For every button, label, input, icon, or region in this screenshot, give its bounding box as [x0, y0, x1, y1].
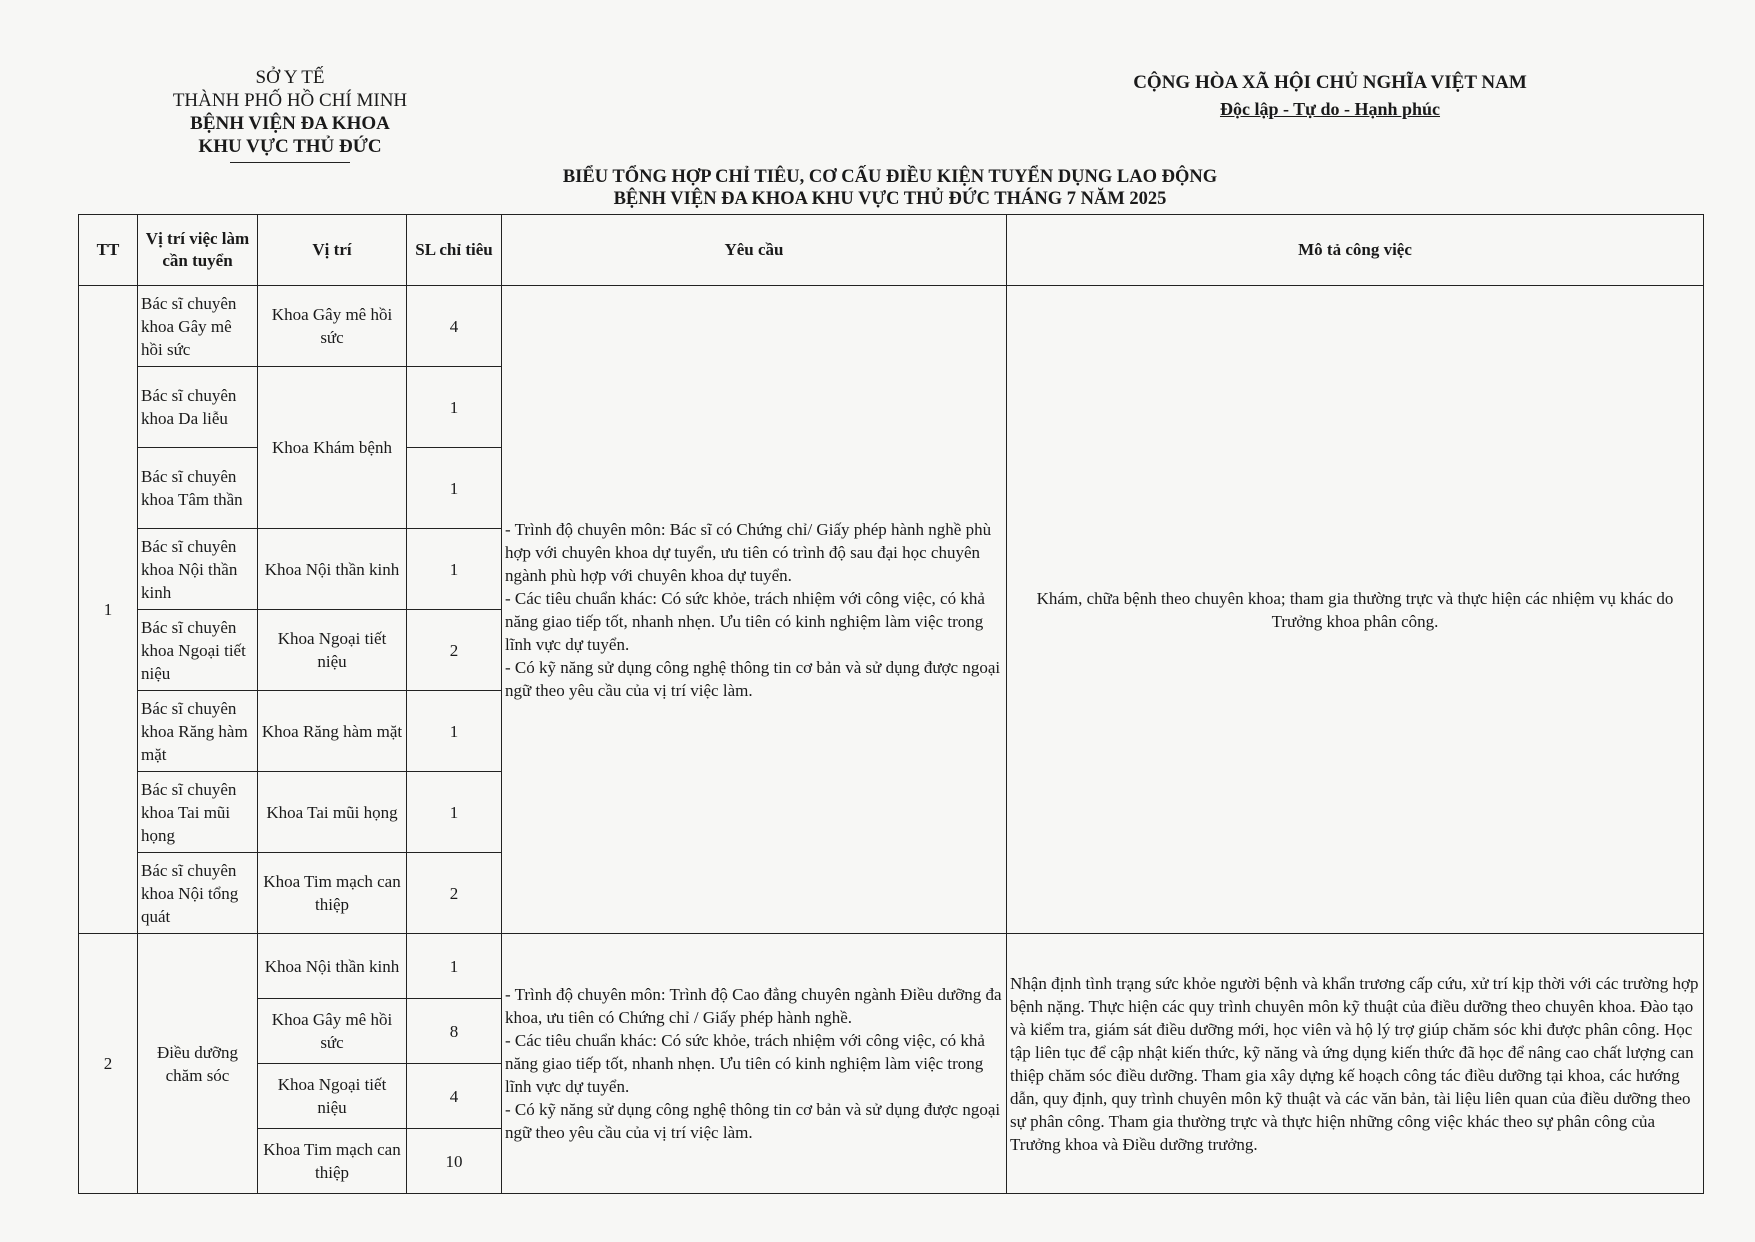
requirement-line: - Các tiêu chuẩn khác: Có sức khỏe, trách nhiệm với công việc, có khả năng giao tiếp tốt, nhanh nhẹn. Ưu tiên có kinh nghiệm làm việc trong lĩnh vực dự tuyển. [505, 588, 985, 654]
quota-cell: 1 [407, 448, 502, 529]
job-cell: Bác sĩ chuyên khoa Nội thần kinh [138, 529, 258, 610]
position-cell: Khoa Nội thần kinh [258, 529, 407, 610]
job-cell: Bác sĩ chuyên khoa Tai mũi họng [138, 772, 258, 853]
quota-cell: 4 [407, 1064, 502, 1129]
requirement-line: - Có kỹ năng sử dụng công nghệ thông tin cơ bản và sử dụng được ngoại ngữ theo yêu cầu của vị trí việc làm. [505, 657, 1001, 700]
table-header-row [79, 215, 1704, 286]
position-cell: Khoa Tim mạch can thiệp [258, 853, 407, 934]
table-row [79, 286, 1704, 367]
job-cell: Bác sĩ chuyên khoa Gây mê hồi sức [138, 286, 258, 367]
quota-cell: 2 [407, 853, 502, 934]
header-quota: SL chỉ tiêu [407, 215, 502, 286]
group1-tt: 1 [79, 286, 138, 934]
header-position: Vị trí [258, 215, 407, 286]
quota-cell: 1 [407, 772, 502, 853]
header-description: Mô tả công việc [1007, 215, 1704, 286]
national-title: CỘNG HÒA XÃ HỘI CHỦ NGHĨA VIỆT NAM [1133, 72, 1527, 93]
position-cell: Khoa Ngoại tiết niệu [258, 610, 407, 691]
quota-cell: 2 [407, 610, 502, 691]
quota-cell: 8 [407, 999, 502, 1064]
agency-divider [230, 162, 350, 163]
position-cell: Khoa Răng hàm mặt [258, 691, 407, 772]
agency-line-3: BỆNH VIỆN ĐA KHOA [190, 113, 390, 134]
requirement-line: - Trình độ chuyên môn: Trình độ Cao đẳng chuyên ngành Điều dưỡng đa khoa, ưu tiên có Chứng chỉ / Giấy phép hành nghề. [505, 985, 1002, 1027]
header-tt: TT [79, 215, 138, 286]
position-cell: Khoa Gây mê hồi sức [258, 286, 407, 367]
group1-requirements [502, 286, 1007, 934]
quota-cell: 10 [407, 1129, 502, 1194]
position-cell: Khoa Khám bệnh [258, 367, 407, 529]
position-cell: Khoa Gây mê hồi sức [258, 999, 407, 1064]
national-header [1100, 70, 1560, 122]
header-requirements: Yêu cầu [502, 215, 1007, 286]
quota-cell: 1 [407, 934, 502, 999]
agency-line-2: THÀNH PHỐ HỒ CHÍ MINH [172, 90, 408, 111]
position-cell: Khoa Tai mũi họng [258, 772, 407, 853]
agency-line-4: KHU VỰC THỦ ĐỨC [198, 136, 382, 157]
job-cell: Bác sĩ chuyên khoa Ngoại tiết niệu [138, 610, 258, 691]
group2-description: Nhận định tình trạng sức khỏe người bệnh và khẩn trương cấp cứu, xử trí kịp thời với các trường hợp bệnh nặng. Thực hiện các quy trình chuyên môn kỹ thuật của điều dưỡng theo chuyên khoa. Đào tạo và kiểm tra, giám sát điều dưỡng mới, học viên và hộ lý trợ giúp chăm sóc khi được phân công. Học tập liên tục để cập nhật kiến thức, kỹ năng và ứng dụng kiến thức đã học để nâng cao chất lượng can thiệp chăm sóc điều dưỡng. Tham gia xây dựng kế hoạch công tác điều dưỡng tại khoa, các hướng dẫn, quy định, quy trình chuyên môn kỹ thuật và các văn bản, tài liệu liên quan của điều dưỡng theo sự phân công. Tham gia thường trực và thực hiện những công việc khác theo sự phân công của Trưởng khoa và Điều dưỡng trưởng. [1007, 934, 1704, 1194]
quota-cell: 4 [407, 286, 502, 367]
position-cell: Khoa Ngoại tiết niệu [258, 1064, 407, 1129]
quota-cell: 1 [407, 529, 502, 610]
requirement-line: - Trình độ chuyên môn: Bác sĩ có Chứng chỉ/ Giấy phép hành nghề phù hợp với chuyên khoa dự tuyển, ưu tiên có trình độ sau đại học chuyên ngành phù hợp với chuyên khoa dự tuyển. [505, 519, 992, 585]
requirement-line: - Các tiêu chuẩn khác: Có sức khỏe, trách nhiệm với công việc, có khả năng giao tiếp tốt, nhanh nhẹn. Ưu tiên có kinh nghiệm làm việc trong lĩnh vực dự tuyển. [505, 1031, 985, 1096]
group1-description: Khám, chữa bệnh theo chuyên khoa; tham gia thường trực và thực hiện các nhiệm vụ khác do Trưởng khoa phân công. [1007, 286, 1704, 934]
position-cell: Khoa Tim mạch can thiệp [258, 1129, 407, 1194]
table-row [79, 934, 1704, 999]
job-cell: Bác sĩ chuyên khoa Răng hàm mặt [138, 691, 258, 772]
recruitment-table [78, 214, 1704, 1194]
title-line-1: BIỂU TỔNG HỢP CHỈ TIÊU, CƠ CẤU ĐIỀU KIỆN TUYỂN DỤNG LAO ĐỘNG [562, 167, 1218, 187]
agency-line-1: SỞ Y TẾ [255, 67, 325, 88]
title-line-2: BỆNH VIỆN ĐA KHOA KHU VỰC THỦ ĐỨC THÁNG 7 NĂM 2025 [613, 189, 1167, 209]
position-cell: Khoa Nội thần kinh [258, 934, 407, 999]
issuing-agency [150, 66, 430, 163]
job-cell: Bác sĩ chuyên khoa Nội tổng quát [138, 853, 258, 934]
group2-requirements [502, 934, 1007, 1194]
job-cell: Bác sĩ chuyên khoa Da liễu [138, 367, 258, 448]
national-motto: Độc lập - Tự do - Hạnh phúc [1219, 99, 1441, 119]
requirement-line: - Có kỹ năng sử dụng công nghệ thông tin cơ bản và sử dụng được ngoại ngữ theo yêu cầu của vị trí việc làm. [505, 1100, 1001, 1142]
job-cell: Bác sĩ chuyên khoa Tâm thần [138, 448, 258, 529]
group2-tt: 2 [79, 934, 138, 1194]
document-title [400, 166, 1380, 210]
group2-job: Điều dưỡng chăm sóc [138, 934, 258, 1194]
header-job: Vị trí việc làm cần tuyển [138, 215, 258, 286]
quota-cell: 1 [407, 367, 502, 448]
quota-cell: 1 [407, 691, 502, 772]
